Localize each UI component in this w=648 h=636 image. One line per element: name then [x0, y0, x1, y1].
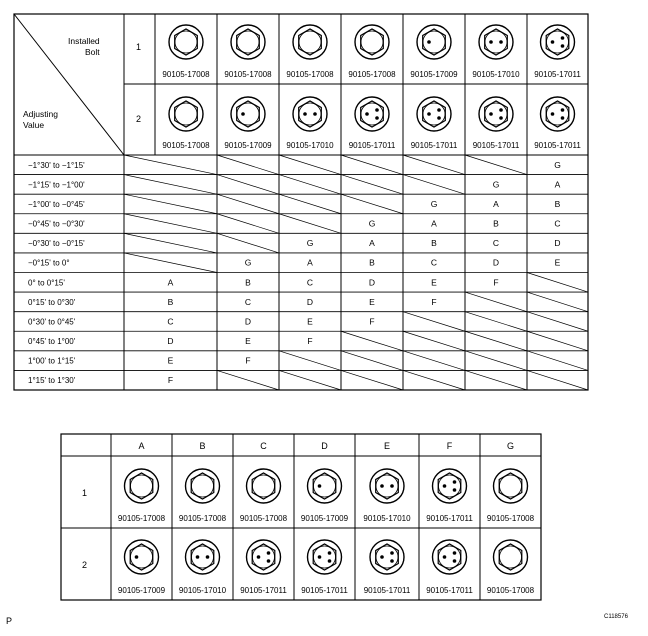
not-applicable-slash [465, 351, 527, 371]
dot-mark [365, 112, 369, 116]
installed-bolt-grid [162, 25, 581, 150]
code-row-index-2: 2 [82, 560, 88, 570]
bolt-code-cell: B [369, 257, 375, 268]
range-label: −0°30' to −0°15' [28, 239, 85, 249]
bolt-icon [231, 25, 265, 59]
code-column-header: G [506, 441, 515, 451]
range-label: −1°30' to −1°15' [28, 160, 85, 170]
dot-mark [561, 116, 565, 120]
bolt-icon [479, 97, 513, 131]
bolt-part-number: 90105-17010 [286, 141, 334, 150]
dot-mark [267, 551, 271, 555]
range-label: 0° to 0°15' [28, 278, 65, 288]
not-applicable-slash [217, 370, 279, 390]
bolt-icon [169, 25, 203, 59]
dot-mark [257, 555, 261, 559]
not-applicable-slash [527, 370, 588, 390]
row-index-1: 1 [136, 42, 142, 52]
dot-mark [453, 480, 457, 484]
bolt-icon [494, 540, 528, 574]
bolt-icon [231, 97, 265, 131]
dot-mark [551, 40, 555, 44]
not-applicable-slash [279, 155, 341, 175]
not-applicable-slash [124, 253, 217, 273]
not-applicable-slash [279, 351, 341, 371]
not-applicable-slash [403, 175, 465, 195]
dot-mark [561, 36, 565, 40]
not-applicable-slash [403, 351, 465, 371]
bolt-icon [355, 25, 389, 59]
bolt-code-cell: B [245, 277, 251, 288]
bolt-part-number: 90105-17011 [472, 141, 520, 150]
not-applicable-slash [465, 312, 527, 332]
not-applicable-slash [527, 312, 588, 332]
dot-mark [206, 555, 210, 559]
not-applicable-slash [341, 155, 403, 175]
bolt-code-cell: E [554, 257, 561, 268]
bolt-icon [125, 540, 159, 574]
bolt-icon [308, 469, 342, 503]
bolt-code-cell: B [554, 198, 561, 209]
bolt-part-number: 90105-17008 [486, 586, 535, 595]
adjusting-value-label-1: Adjusting [23, 109, 58, 119]
bolt-code-cell: F [369, 316, 375, 327]
dot-mark [303, 112, 307, 116]
not-applicable-slash [279, 214, 341, 234]
installed-bolt-label-1: Installed [68, 36, 100, 46]
bolt-part-number: 90105-17010 [363, 514, 411, 523]
dot-mark [427, 112, 431, 116]
bolt-part-number: 90105-17009 [410, 70, 458, 79]
bolt-code-cell: G [244, 257, 252, 268]
range-label: 0°30' to 0°45' [28, 317, 76, 327]
bolt-icon [125, 469, 159, 503]
bolt-code-cell: F [431, 296, 437, 307]
not-applicable-slash [465, 331, 527, 351]
code-row-index-1: 1 [82, 488, 88, 498]
bolt-code-cell: C [430, 257, 438, 268]
dot-mark [443, 555, 447, 559]
dot-mark [561, 108, 565, 112]
dot-mark [241, 112, 245, 116]
bolt-icon [370, 469, 404, 503]
not-applicable-slash [465, 155, 527, 175]
bolt-code-cell: E [307, 316, 313, 327]
dot-mark [437, 108, 441, 112]
bolt-icon [308, 540, 342, 574]
not-applicable-slash [217, 194, 279, 214]
bolt-code-cell: G [430, 198, 438, 209]
bolt-code-cell: B [493, 218, 499, 229]
bolt-part-number: 90105-17011 [410, 141, 458, 150]
dot-mark [390, 484, 394, 488]
bolt-part-number: 90105-17008 [117, 514, 166, 523]
not-applicable-slash [403, 312, 465, 332]
bolt-part-number: 90105-17011 [534, 141, 581, 150]
not-applicable-slash [217, 175, 279, 195]
bolt-code-cell: D [306, 296, 314, 307]
range-label: −1°15' to −1°00' [28, 180, 85, 190]
bolt-code-cell: B [431, 238, 437, 249]
dot-mark [380, 484, 384, 488]
bolt-code-cell: B [167, 296, 174, 307]
bolt-part-number: 90105-17009 [117, 586, 166, 595]
dot-mark [375, 108, 379, 112]
bolt-code-cell: E [369, 296, 375, 307]
dot-mark [437, 116, 441, 120]
not-applicable-slash [279, 370, 341, 390]
bolt-icon [355, 97, 389, 131]
bolt-part-number: 90105-17008 [162, 70, 210, 79]
bolt-code-cell: C [244, 296, 252, 307]
not-applicable-slash [527, 351, 588, 371]
not-applicable-slash [124, 155, 217, 175]
bolt-icon [169, 97, 203, 131]
bolt-code-cell: F [245, 355, 251, 366]
bolt-code-cell: D [167, 336, 174, 347]
bolt-icon [541, 25, 575, 59]
not-applicable-slash [341, 370, 403, 390]
bolt-part-number: 90105-17010 [178, 586, 227, 595]
not-applicable-slash [279, 175, 341, 195]
not-applicable-slash [124, 233, 217, 253]
bolt-code-cell: A [307, 257, 313, 268]
figure-code: C118576 [604, 614, 628, 620]
dot-mark [313, 112, 317, 116]
bolt-code-cell: C [492, 238, 500, 249]
bolt-part-number: 90105-17008 [162, 141, 210, 150]
bolt-part-number: 90105-17011 [426, 514, 473, 523]
bolt-code-cell: E [245, 336, 251, 347]
not-applicable-slash [341, 175, 403, 195]
bolt-code-cell: A [493, 198, 499, 209]
bolt-code-cell: A [167, 277, 174, 288]
dot-mark [328, 559, 332, 563]
bolt-code-grid [118, 469, 535, 595]
not-applicable-slash [527, 292, 588, 312]
code-column-header: C [260, 441, 267, 451]
bolt-code-cell: C [554, 218, 561, 229]
dot-mark [267, 559, 271, 563]
bolt-icon [433, 469, 467, 503]
bolt-code-cell: G [368, 218, 376, 229]
bolt-code-cell: E [431, 277, 437, 288]
bolt-part-number: 90105-17008 [486, 514, 535, 523]
bolt-code-cell: A [431, 218, 437, 229]
not-applicable-slash [341, 331, 403, 351]
dot-mark [489, 112, 493, 116]
bolt-code-cell: G [554, 159, 561, 170]
bolt-part-number: 90105-17011 [426, 586, 473, 595]
adjustment-rows [14, 155, 588, 390]
bolt-code-cell: G [306, 238, 314, 249]
bolt-part-number: 90105-17011 [301, 586, 348, 595]
dot-mark [443, 484, 447, 488]
bolt-part-number: 90105-17008 [239, 514, 288, 523]
not-applicable-slash [341, 194, 403, 214]
code-column-header: A [138, 441, 145, 451]
range-label: 0°45' to 1°00' [28, 337, 76, 347]
not-applicable-slash [279, 194, 341, 214]
dot-mark [499, 116, 503, 120]
dot-mark [318, 484, 322, 488]
adjusting-value-label-2: Value [23, 120, 45, 130]
dot-mark [499, 40, 503, 44]
not-applicable-slash [124, 194, 217, 214]
not-applicable-slash [527, 273, 588, 293]
dot-mark [196, 555, 200, 559]
not-applicable-slash [124, 175, 217, 195]
bolt-code-cell: F [167, 375, 174, 386]
dot-mark [453, 551, 457, 555]
bolt-icon [479, 25, 513, 59]
bolt-icon [417, 25, 451, 59]
bolt-code-cell: C [167, 316, 174, 327]
not-applicable-slash [465, 292, 527, 312]
dot-mark [551, 112, 555, 116]
not-applicable-slash [403, 155, 465, 175]
bolt-code-cell: D [244, 316, 252, 327]
bolt-part-number: 90105-17009 [224, 141, 272, 150]
bolt-icon [433, 540, 467, 574]
dot-mark [135, 555, 139, 559]
bolt-icon [494, 469, 528, 503]
page-marker: P [6, 616, 13, 626]
bolt-part-number: 90105-17010 [472, 70, 520, 79]
code-column-header: E [383, 441, 391, 451]
not-applicable-slash [527, 331, 588, 351]
bolt-icon [541, 97, 575, 131]
bolt-code-cell: D [492, 257, 500, 268]
dot-mark [390, 559, 394, 563]
bolt-part-number: 90105-17011 [534, 70, 581, 79]
bolt-code-cell: G [492, 179, 500, 190]
bolt-part-number: 90105-17008 [224, 70, 272, 79]
bolt-code-cell: D [368, 277, 376, 288]
dot-mark [453, 559, 457, 563]
bolt-part-number: 90105-17011 [363, 586, 411, 595]
bolt-part-number: 90105-17011 [240, 586, 287, 595]
bolt-code-cell: A [554, 179, 561, 190]
dot-mark [375, 116, 379, 120]
not-applicable-slash [403, 331, 465, 351]
bolt-code-headers [138, 441, 514, 451]
bolt-icon [186, 469, 220, 503]
not-applicable-slash [217, 233, 279, 253]
range-label: 0°15' to 0°30' [28, 297, 76, 307]
not-applicable-slash [124, 214, 217, 234]
bolt-code-cell: E [167, 355, 174, 366]
dot-mark [390, 551, 394, 555]
dot-mark [427, 40, 431, 44]
code-column-header: F [446, 441, 453, 451]
range-label: −1°00' to −0°45' [28, 199, 85, 209]
dot-mark [318, 555, 322, 559]
dot-mark [380, 555, 384, 559]
code-column-header: D [321, 441, 328, 451]
not-applicable-slash [465, 370, 527, 390]
not-applicable-slash [341, 351, 403, 371]
bolt-part-number: 90105-17011 [348, 141, 396, 150]
not-applicable-slash [217, 155, 279, 175]
not-applicable-slash [217, 214, 279, 234]
bolt-part-number: 90105-17008 [348, 70, 396, 79]
bolt-code-cell: D [554, 238, 561, 249]
range-label: −0°45' to −0°30' [28, 219, 85, 229]
row-index-2: 2 [136, 114, 142, 124]
dot-mark [561, 44, 565, 48]
bolt-icon [293, 25, 327, 59]
not-applicable-slash [403, 370, 465, 390]
bolt-icon [417, 97, 451, 131]
bolt-part-number: 90105-17008 [178, 514, 227, 523]
range-label: −0°15' to 0° [28, 258, 70, 268]
bolt-code-cell: F [493, 277, 499, 288]
bolt-code-cell: F [307, 336, 313, 347]
bolt-icon [247, 540, 281, 574]
bolt-icon [186, 540, 220, 574]
code-column-header: B [199, 441, 206, 451]
range-label: 1°00' to 1°15' [28, 356, 76, 366]
installed-bolt-label-2: Bolt [85, 47, 100, 57]
bolt-icon [370, 540, 404, 574]
bolt-part-number: 90105-17008 [286, 70, 334, 79]
bolt-icon [247, 469, 281, 503]
dot-mark [453, 488, 457, 492]
bolt-icon [293, 97, 327, 131]
bolt-code-cell: C [306, 277, 314, 288]
bolt-part-number: 90105-17009 [300, 514, 349, 523]
bolt-code-cell: A [369, 238, 375, 249]
dot-mark [499, 108, 503, 112]
range-label: 1°15' to 1°30' [28, 376, 76, 386]
dot-mark [489, 40, 493, 44]
dot-mark [328, 551, 332, 555]
